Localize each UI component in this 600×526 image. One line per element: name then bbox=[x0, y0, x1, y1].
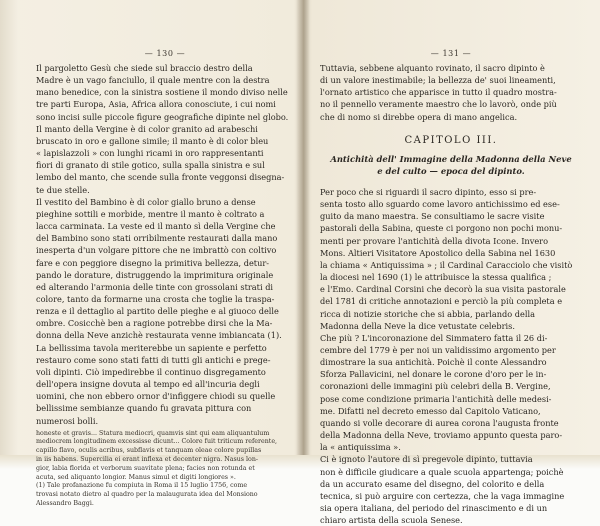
text-line: Madre è un vago fanciullo, il quale mentre con la destra bbox=[36, 75, 270, 86]
text-line: Per poco che si riguardi il sacro dipinto, esso si pre- bbox=[320, 186, 537, 197]
chapter-subtitle-line: Antichità dell' Immagine della Madonna della Neve bbox=[330, 153, 572, 164]
text-line: menti per provare l'antichità della divota Icone. Invero bbox=[320, 235, 549, 246]
text-line: della Madonna della Neve, troviamo appunto questa paro- bbox=[320, 430, 563, 441]
text-line: Il pargoletto Gesù che siede sul braccio destro della bbox=[36, 63, 253, 73]
right-page-intro bbox=[320, 62, 582, 123]
text-line: tecnica, si può arguire con certezza, che la vaga immagine bbox=[320, 490, 565, 501]
footnote-line: in iis habens. Supercilia ei erant inflexa et decenter nigra. Nasus lon- bbox=[36, 456, 259, 464]
text-line: inesperta d'un volgare pittore che ne imbrattò con coltivo bbox=[36, 245, 277, 256]
text-line: ricca di notizie storiche che si abbia, parlando della bbox=[320, 308, 535, 319]
footnote-line: mediocrem longitudinem excessisse dicunt... Colore fuit triticum referente, bbox=[36, 438, 278, 446]
text-line: mano benedice, con la sinistra sostiene il mondo diviso nelle bbox=[36, 87, 288, 98]
text-line: colore, tanto da formarne una crosta che toglie la traspa- bbox=[36, 293, 275, 304]
text-line: lembo del manto, che scende sulla fronte veggonsi disegna- bbox=[36, 172, 285, 183]
footnote-line: gior, labia florida et verborum suavitate plena; facies non rotunda et bbox=[36, 464, 255, 472]
text-line: Il manto della Vergine è di color granito ad arabeschi bbox=[36, 123, 258, 134]
footnote-line: Alessandro Baggi. bbox=[36, 500, 94, 508]
text-line: Il vestito del Bambino è di color giallo bruno a dense bbox=[36, 196, 256, 207]
chapter-subtitle-line: e del culto — epoca del dipinto. bbox=[377, 166, 525, 177]
text-line: Mons. Altieri Visitatore Apostolico della Sabina nel 1630 bbox=[320, 247, 556, 258]
text-line: sono incisi sulle piccole figure geografiche dipinte nel globo. bbox=[36, 111, 289, 122]
footnote-line: trovasi notato dietro al quadro per la malaugurata idea del Monsiono bbox=[36, 491, 258, 499]
text-line: di un valore inestimabile; la bellezza de' suoi lineamenti, bbox=[320, 75, 556, 86]
text-line: cembre del 1779 è per noi un validissimo argomento per bbox=[320, 344, 556, 355]
text-line: lacca carminata. La veste ed il manto sì della Vergine che bbox=[36, 221, 276, 232]
text-line: del 1781 di critiche annotazioni e perciò la più completa e bbox=[320, 296, 563, 307]
text-line: fare e con peggiore disegno la primitiva bellezza, detur- bbox=[36, 257, 270, 268]
text-line: Tuttavia, sebbene alquanto rovinato, il sacro dipinto è bbox=[320, 63, 545, 73]
chapter-title: CAPITOLO III. bbox=[404, 134, 498, 146]
footnote-line: acuta, sed aliquanto longior. Manus simul et digiti longiores ». bbox=[36, 473, 236, 481]
left-page-body bbox=[36, 62, 294, 427]
text-line: ed alterando l'armonia delle tinte con grossolani strati di bbox=[36, 281, 274, 292]
text-line: no il pennello veramente maestro che lo lavorò, onde più bbox=[320, 99, 557, 110]
page-number-right: — 131 — bbox=[430, 49, 472, 58]
text-line: quando si volle decorare di aurea corona l'augusta fronte bbox=[320, 417, 559, 428]
text-line: pando le dorature, distruggendo la imprimitura originale bbox=[36, 269, 274, 280]
text-line: Che più ? L'incoronazione del Simmaterо fatta il 26 di- bbox=[320, 332, 548, 343]
text-line: che di nomo si direbbe opera di mano angelica. bbox=[320, 111, 518, 122]
text-line: la diocesi nel 1690 (1) le attribuisce la stessa qualifica ; bbox=[320, 272, 552, 283]
text-line: senta tosto allo sguardo come lavoro antichissimo ed ese- bbox=[320, 199, 560, 210]
text-line: fiori di granato di stile gotico, sulla spalla sinistra e sul bbox=[36, 160, 265, 171]
text-line: me. Difatti nel decreto emesso dal Capitolo Vaticano, bbox=[320, 405, 541, 416]
text-line: dell'opera insigne dovuta al tempo ed all'incuria degli bbox=[36, 379, 260, 390]
text-line: la chiama « Antiquissima » ; il Cardinal Caracciolo che visitò bbox=[320, 259, 573, 270]
text-line: coronazioni delle immagini più celebri della B. Vergine, bbox=[320, 381, 551, 392]
footnote-line: (1) Tale profanazione fu compiuta in Roma il 15 luglio 1756, come bbox=[36, 482, 248, 490]
text-line: te due stelle. bbox=[36, 184, 90, 195]
text-line: uomini, che non ebbero ornor d'infiggere chiodi su quelle bbox=[36, 391, 276, 402]
chapter-subtitle bbox=[320, 153, 582, 178]
text-line: « lapislazzoli » con lunghi ricami in oro rappresentanti bbox=[36, 148, 264, 159]
text-line: renza e il dettaglio al partito delle pieghe e al giuoco delle bbox=[36, 306, 279, 317]
left-page bbox=[36, 48, 294, 509]
text-line: Madonna della Neve la dice vetustate celebris. bbox=[320, 320, 515, 331]
text-line: sia opera italiana, del periodo del rinascimento e di un bbox=[320, 503, 548, 513]
right-page bbox=[320, 48, 582, 526]
text-line: voli dipinti. Ciò impedirebbe il continuo disgregamento bbox=[36, 366, 266, 377]
text-line: tre parti Europa, Asia, Africa allora conosciute, i cui nomi bbox=[36, 99, 276, 110]
text-line: guito da mano maestra. Se consultiamo le sacre visite bbox=[320, 211, 545, 222]
text-line: donna della Neve anzichè restaurata venne imbiancata (1). bbox=[36, 330, 282, 341]
text-line: bruscato in oro e gallone simile; il manto è di color bleu bbox=[36, 135, 269, 146]
text-line: dimostrare la sua antichità. Poichè il conte Alessandro bbox=[320, 357, 547, 368]
text-line: non è difficile giudicare a quale scuola appartenga; poichè bbox=[320, 466, 564, 477]
text-line: l'ornato artistico che appariscе in tutto il quadro mostra- bbox=[320, 87, 557, 98]
text-line: pieghine sottili e morbide, mentre il manto è coltrato a bbox=[36, 208, 265, 219]
text-line: e l'Emo. Cardinal Corsini che decorò la sua visita pastorale bbox=[320, 284, 566, 295]
left-page-footnotes bbox=[36, 430, 294, 509]
book-spine bbox=[296, 0, 310, 469]
footnote-line: capillo flavo, oculis acribus, subflavis et tanquam oleae colore pupillas bbox=[36, 447, 262, 455]
right-page-body bbox=[320, 186, 582, 526]
text-line: Ci è ignoto l'autore di sì pregevole dipinto, tuttavia bbox=[320, 454, 533, 465]
text-line: ombre. Cosicchè ben a ragione potrebbe dirsi che la Ma- bbox=[36, 318, 273, 329]
text-line: numerosi bolli. bbox=[36, 415, 99, 426]
footnote-line: honeste et gravis... Statura mediocri, quamvis sint qui eam aliquantulum bbox=[36, 429, 270, 437]
page-edge-shadow bbox=[0, 0, 18, 469]
text-line: bellissime sembianze quando fu gravata pittura con bbox=[36, 403, 252, 414]
text-line: pastorali della Sabina, queste ci porgono non pochi monu- bbox=[320, 223, 563, 234]
text-line: pose come condizione primaria l'antichità delle medesi- bbox=[320, 393, 552, 404]
text-line: La bellissima tavola meriterebbe un sapiente e perfetto bbox=[36, 342, 267, 353]
text-line: chiaro artista della scuola Senese. bbox=[320, 515, 463, 526]
text-line: la « antiquissima ». bbox=[320, 442, 401, 453]
text-line: restauro come sono stati fatti di tutti gli antichi e prege- bbox=[36, 354, 271, 365]
text-line: del Bambino sono stati orribilmente restaurati dalla mano bbox=[36, 233, 278, 244]
text-line: Sforza Pallavicini, nel donare le corone d'oro per le in- bbox=[320, 369, 547, 380]
page-number-left: — 130 — bbox=[144, 49, 186, 58]
text-line: da un accurato esame del disegno, del colorito e della bbox=[320, 478, 545, 489]
